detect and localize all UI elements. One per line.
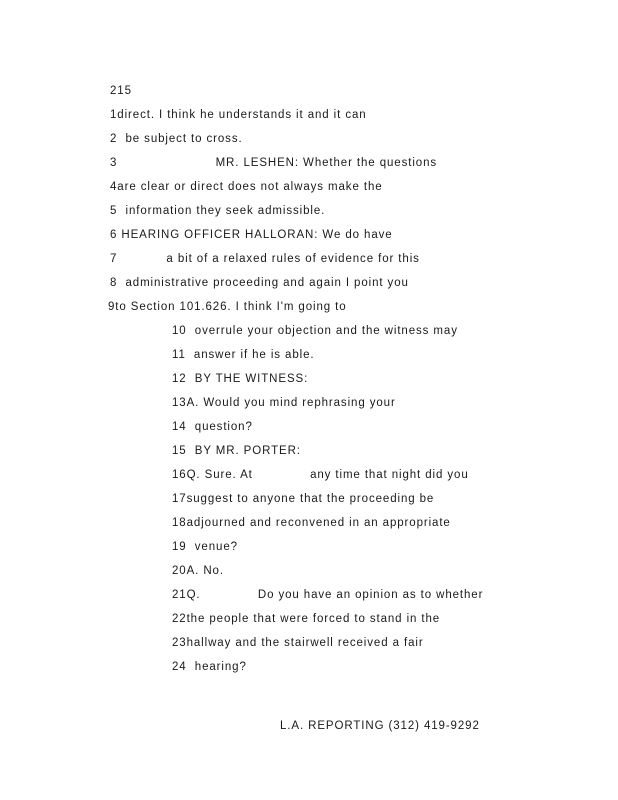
transcript-line: 15 BY MR. PORTER: xyxy=(172,445,301,457)
transcript-line: 2 be subject to cross. xyxy=(110,133,243,145)
transcript-line: 24 hearing? xyxy=(172,661,247,673)
transcript-line: 13A. Would you mind rephrasing your xyxy=(172,397,396,409)
transcript-line: 23hallway and the stairwell received a fair xyxy=(172,637,424,649)
reporter-footer: L.A. REPORTING (312) 419-9292 xyxy=(280,720,480,732)
transcript-line: 7 a bit of a relaxed rules of evidence for this xyxy=(110,253,420,265)
transcript-line: 21Q. Do you have an opinion as to whether xyxy=(172,589,484,601)
transcript-line: 4are clear or direct does not always make the xyxy=(110,181,383,193)
transcript-line: 1direct. I think he understands it and it can xyxy=(110,109,367,121)
transcript-line: 19 venue? xyxy=(172,541,238,553)
transcript-line: 11 answer if he is able. xyxy=(172,349,315,361)
transcript-line: 3 MR. LESHEN: Whether the questions xyxy=(110,157,438,169)
transcript-line: 5 information they seek admissible. xyxy=(110,205,326,217)
transcript-line: 10 overrule your objection and the witness may xyxy=(172,325,458,337)
transcript-line: 14 question? xyxy=(172,421,253,433)
transcript-line: 6 HEARING OFFICER HALLORAN: We do have xyxy=(110,229,393,241)
transcript-line: 22the people that were forced to stand in the xyxy=(172,613,441,625)
page-number: 215 xyxy=(110,85,132,97)
transcript-line: 9to Section 101.626. I think I'm going to xyxy=(108,301,347,313)
transcript-line: 12 BY THE WITNESS: xyxy=(172,373,309,385)
transcript-line: 18adjourned and reconvened in an appropriate xyxy=(172,517,451,529)
transcript-line: 8 administrative proceeding and again I point you xyxy=(110,277,409,289)
transcript-line: 20A. No. xyxy=(172,565,224,577)
transcript-line: 16Q. Sure. At any time that night did you xyxy=(172,469,469,481)
transcript-line: 17suggest to anyone that the proceeding be xyxy=(172,493,435,505)
